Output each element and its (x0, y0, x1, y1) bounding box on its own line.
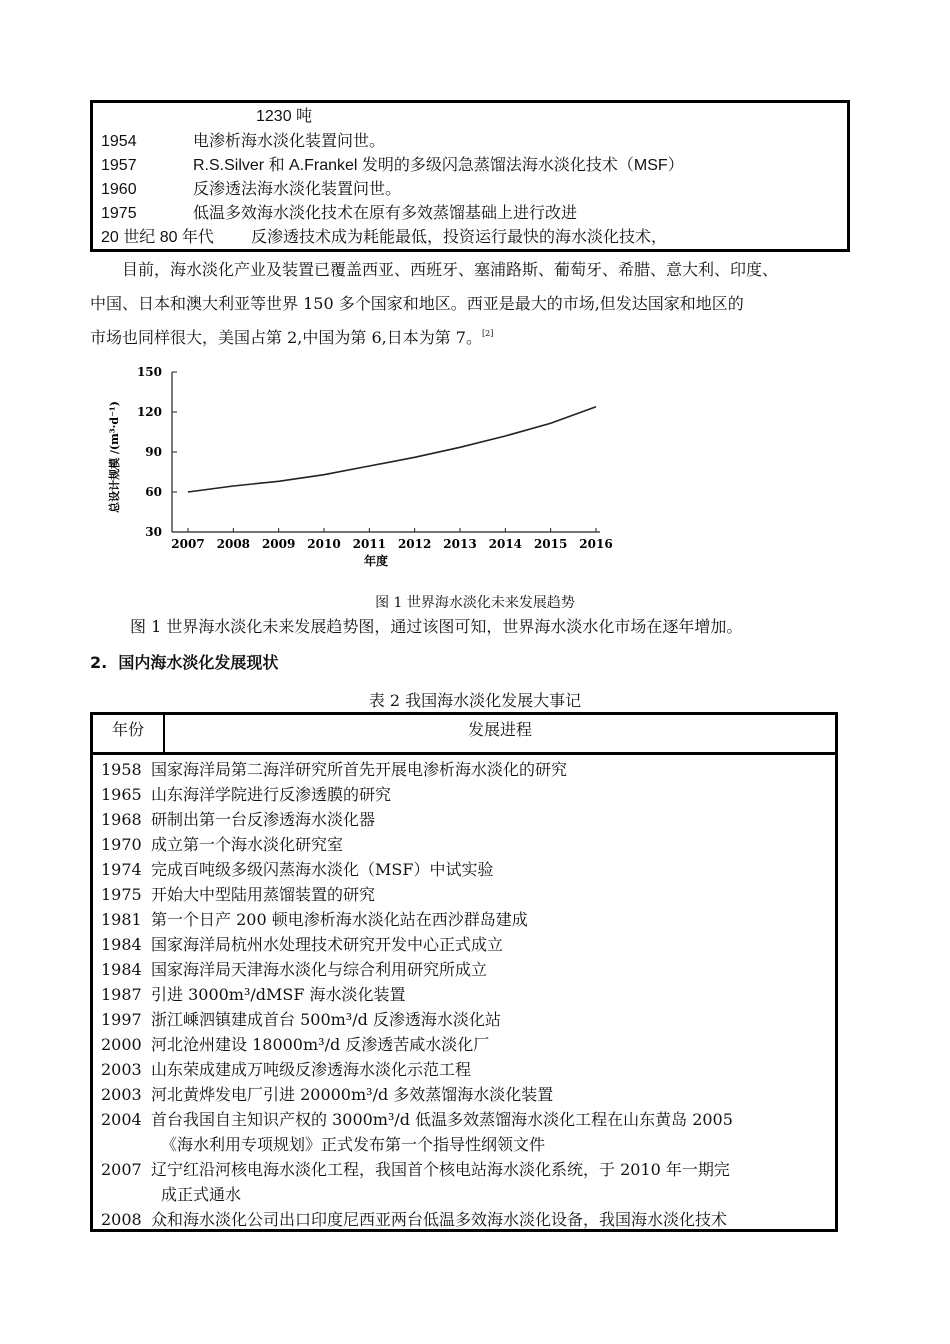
row-text: 河北沧州建设 18000m³/d 反渗透苦咸水淡化厂 (151, 1035, 490, 1054)
section-number: 2. (90, 653, 108, 672)
x-tick-label: 2010 (307, 537, 341, 551)
row-text: 成立第一个海水淡化研究室 (151, 835, 344, 854)
row-year: 2000 (101, 1035, 142, 1054)
row-year: 1974 (101, 860, 142, 879)
row-text: R.S.Silver 和 A.Frankel 发明的多级闪急蒸馏法海水淡化技术（MSF） (193, 157, 684, 174)
x-tick-label: 2008 (216, 537, 251, 551)
row-year: 1997 (101, 1010, 142, 1029)
row-year: 1965 (101, 785, 142, 804)
row-text: 研制出第一台反渗透海水淡化器 (151, 810, 376, 829)
row-text: 山东海洋学院进行反渗透膜的研究 (151, 785, 392, 804)
reference-marker: [2] (481, 329, 494, 338)
row-year: 2004 (101, 1110, 142, 1129)
row-year: 1987 (101, 985, 142, 1004)
row-text: 众和海水淡化公司出口印度尼西亚两台低温多效海水淡化设备，我国海水淡化技术 (151, 1210, 728, 1229)
table-caption: 表 2 我国海水淡化发展大事记 (368, 691, 582, 710)
section-heading (90, 650, 278, 673)
y-tick-label: 120 (136, 405, 162, 419)
row-text: 成正式通水 (161, 1185, 242, 1204)
y-tick-label: 60 (145, 485, 162, 499)
row-text: 辽宁红沿河核电海水淡化工程，我国首个核电站海水淡化系统，于 2010 年一期完 (151, 1160, 730, 1179)
header-year: 年份 (93, 715, 165, 752)
para-line: 中国、日本和澳大利亚等世界 150 多个国家和地区。西亚是最大的市场,但发达国家和地区的 (90, 294, 744, 313)
row-year: 1968 (101, 810, 142, 829)
x-tick-label: 2016 (579, 537, 613, 551)
market-paragraph (90, 253, 860, 355)
figure-caption: 图 1 世界海水淡化未来发展趋势 (375, 595, 575, 611)
row-text: 国家海洋局第二海洋研究所首先开展电渗析海水淡化的研究 (151, 760, 568, 779)
row-year: 20 世纪 80 年代 (101, 229, 214, 246)
row-text: 低温多效海水淡化技术在原有多效蒸馏基础上进行改进 (193, 205, 578, 222)
section-title: 国内海水淡化发展现状 (118, 653, 279, 672)
row-text: 国家海洋局天津海水淡化与综合利用研究所成立 (151, 960, 488, 979)
row-text: 电渗析海水淡化装置问世。 (193, 133, 386, 150)
row-text: 完成百吨级多级闪蒸海水淡化（MSF）中试实验 (151, 860, 494, 879)
row-text: 第一个日产 200 顿电渗析海水淡化站在西沙群岛建成 (151, 910, 528, 929)
row-year: 1975 (101, 885, 142, 904)
row-text: 开始大中型陆用蒸馏装置的研究 (151, 885, 376, 904)
para-line: 目前，海水淡化产业及装置已覆盖西亚、西班牙、塞浦路斯、葡萄牙、希腊、意大利、印度、 (122, 260, 779, 279)
row-year: 1957 (101, 157, 137, 174)
para-text: 市场也同样很大，美国占第 2,中国为第 6,日本为第 7。 (90, 328, 482, 347)
row-text: 河北黄烨发电厂引进 20000m³/d 多效蒸馏海水淡化装置 (151, 1085, 554, 1104)
x-tick-label: 2014 (488, 537, 523, 551)
y-tick-label: 150 (136, 365, 162, 379)
row-year: 1958 (101, 760, 142, 779)
row-text: 反渗透法海水淡化装置问世。 (193, 181, 402, 198)
y-tick-label: 90 (145, 445, 162, 459)
row-year: 2007 (101, 1160, 142, 1179)
row-year: 1960 (101, 181, 137, 198)
row-year: 1984 (101, 960, 142, 979)
row-text: 首台我国自主知识产权的 3000m³/d 低温多效蒸馏海水淡化工程在山东黄岛 2005 (151, 1110, 733, 1129)
x-axis-label: 年度 (363, 554, 389, 568)
y-tick-label: 30 (145, 525, 162, 539)
row-year: 1975 (101, 205, 137, 222)
x-tick-label: 2015 (533, 537, 568, 551)
row-year: 1981 (101, 910, 142, 929)
series-line (188, 407, 596, 492)
row-year: 2003 (101, 1060, 142, 1079)
row-text: 引进 3000m³/dMSF 海水淡化装置 (151, 985, 406, 1004)
y-axis-label: 总设计规模 /(m³·d⁻¹) (108, 401, 121, 513)
row-year: 1984 (101, 935, 142, 954)
x-tick-label: 2009 (261, 537, 296, 551)
events-table (90, 712, 838, 1232)
x-tick-label: 2012 (397, 537, 432, 551)
para-line (90, 321, 860, 355)
row-text: 《海水利用专项规划》正式发布第一个指导性纲领文件 (161, 1135, 546, 1154)
row-text: 浙江嵊泗镇建成首台 500m³/d 反渗透海水淡化站 (151, 1010, 501, 1029)
row-text: 反渗透技术成为耗能最低，投资运行最快的海水淡化技术， (251, 229, 668, 246)
row-text: 1230 吨 (256, 108, 313, 125)
row-year: 2008 (101, 1210, 142, 1229)
row-year: 2003 (101, 1085, 142, 1104)
table-header (93, 715, 835, 755)
x-tick-label: 2011 (352, 537, 387, 551)
row-year: 1970 (101, 835, 142, 854)
row-year: 1954 (101, 133, 137, 150)
row-text: 国家海洋局杭州水处理技术研究开发中心正式成立 (151, 935, 504, 954)
x-tick-label: 2013 (443, 537, 477, 551)
history-table (90, 100, 850, 252)
trend-chart (100, 362, 630, 572)
header-progress: 发展进程 (467, 720, 532, 739)
figure-description: 图 1 世界海水淡化未来发展趋势图，通过该图可知，世界海水淡水化市场在逐年增加。 (130, 617, 743, 636)
x-tick-label: 2007 (171, 537, 205, 551)
row-text: 山东荣成建成万吨级反渗透海水淡化示范工程 (151, 1060, 472, 1079)
